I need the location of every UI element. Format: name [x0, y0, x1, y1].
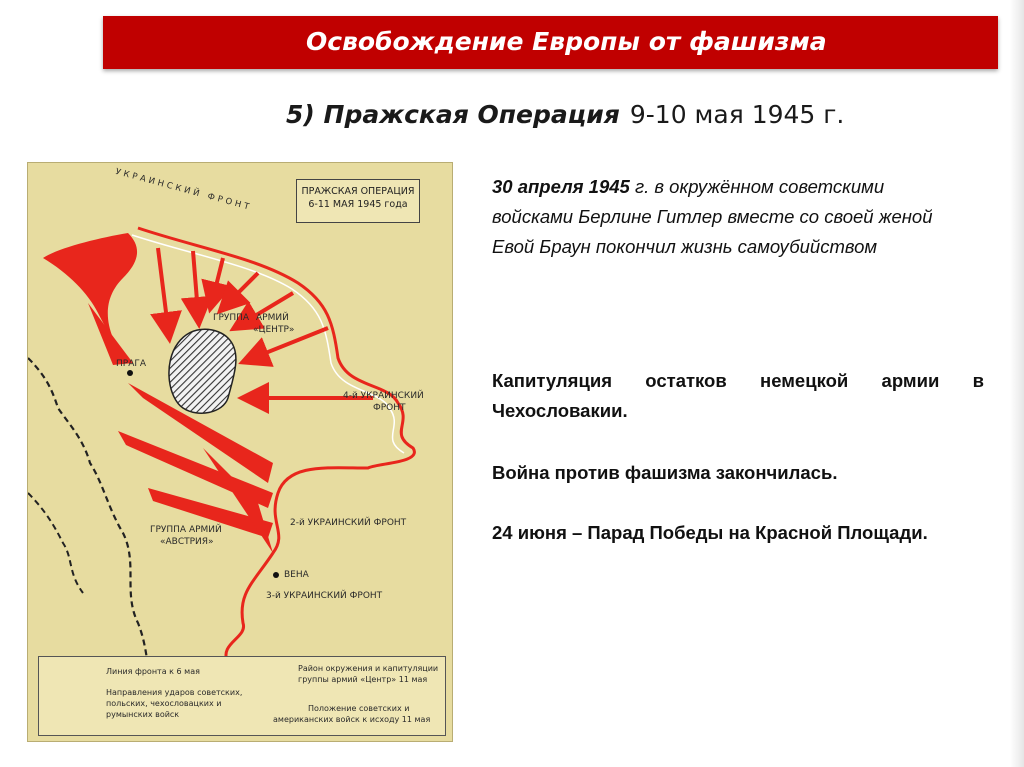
border-line	[28, 493, 83, 593]
prague-label: ПРАГА	[116, 359, 146, 369]
hitler-note	[492, 172, 962, 262]
prague-operation-map	[27, 162, 453, 742]
ukr4-front-label-1: 4-й УКРАИНСКИЙ	[343, 391, 424, 401]
ukr2-front-label: 2-й УКРАИНСКИЙ ФРОНТ	[290, 518, 407, 528]
legend-strike-1: Направления ударов советских,	[106, 688, 243, 697]
map-title-box	[296, 179, 420, 223]
operation-dates: 9-10 мая 1945 г.	[629, 100, 845, 129]
subtitle	[286, 100, 844, 129]
encirclement-area	[169, 329, 236, 413]
war-ended-paragraph: Война против фашизма закончилась.	[492, 462, 838, 483]
strike-arrow	[88, 303, 133, 365]
legend-encirclement-2: группы армий «Центр» 11 мая	[298, 675, 428, 684]
vienna-label: ВЕНА	[284, 570, 309, 580]
ukr1-front-label: УКРАИНСКИЙ ФРОНТ	[114, 166, 254, 214]
army-group-center-label-3: «ЦЕНТР»	[253, 325, 295, 335]
victory-parade-paragraph: 24 июня – Парад Победы на Красной Площади.	[492, 522, 928, 543]
title-bar	[103, 16, 998, 69]
border-line	[28, 358, 153, 683]
prague-marker	[127, 370, 133, 376]
note-text: г. в окружённом советскими войсками Берлине Гитлер вместе со своей женой Евой Браун покончил жизнь самоубийством	[492, 176, 933, 257]
slide-edge-shadow	[1010, 0, 1024, 767]
legend-encirclement-1: Район окружения и капитуляции	[298, 664, 439, 673]
map-title-line2: 6-11 МАЯ 1945 года	[308, 199, 408, 210]
map-title-line1: ПРАЖСКАЯ ОПЕРАЦИЯ	[301, 186, 415, 197]
army-group-austria-label-2: «АВСТРИЯ»	[160, 537, 214, 547]
operation-name: 5) Пражская Операция	[286, 100, 620, 129]
note-date: 30 апреля 1945	[492, 176, 630, 197]
strike-arrow	[43, 233, 137, 358]
vienna-marker	[273, 572, 279, 578]
legend-strike-2: польских, чехословацких и	[106, 699, 222, 708]
army-group-center-label-2: АРМИЙ	[256, 313, 289, 323]
legend-positions-2: американских войск к исходу 11 мая	[273, 715, 431, 724]
army-group-center-label-1: ГРУППА	[213, 313, 250, 323]
ukr3-front-label: 3-й УКРАИНСКИЙ ФРОНТ	[266, 591, 383, 601]
ukr4-front-label-2: ФРОНТ	[373, 403, 406, 413]
capitulation-paragraph: Капитуляция остатков немецкой армии в Чехословакии.	[492, 370, 984, 421]
legend-strike-3: румынских войск	[106, 710, 180, 719]
army-group-austria-label-1: ГРУППА АРМИЙ	[150, 525, 222, 535]
page-title: Освобождение Европы от фашизма	[306, 27, 827, 56]
legend-front-line: Линия фронта к 6 мая	[106, 667, 200, 676]
legend-positions-1: Положение советских и	[308, 704, 410, 713]
